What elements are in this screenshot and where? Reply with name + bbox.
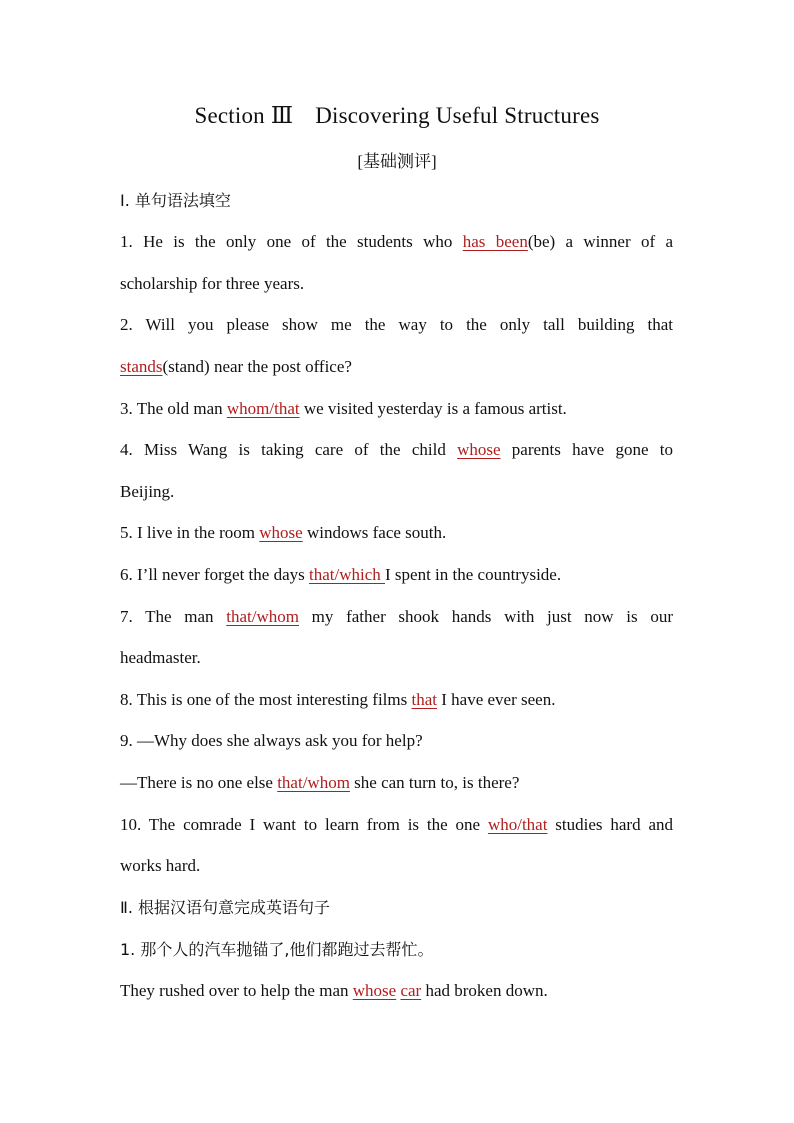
p2q1-answer-2: car: [400, 981, 422, 1000]
q4-line2: Beijing.: [120, 482, 175, 501]
page-title: [0, 103, 794, 129]
q2-answer: stands: [120, 357, 163, 376]
q1-line1: 1. He is the only one of the students who has been(be) a winner of a: [120, 232, 673, 251]
q10-line1: 10. The comrade I want to learn from is the one who/that studies hard and: [120, 815, 673, 834]
q2-line1: 2. Will you please show me the way to the only tall building that: [120, 315, 673, 334]
q10-answer: who/that: [487, 815, 548, 834]
q7-answer: that/whom: [226, 607, 299, 626]
q2-line2: stands(stand) near the post office?: [120, 357, 352, 376]
title-topic: Discovering Useful Structures: [315, 103, 600, 128]
q10-line2: works hard.: [120, 856, 201, 875]
q9-line1: 9. —Why does she always ask you for help?: [120, 731, 423, 750]
q6-line: 6. I’ll never forget the days that/which I spent in the countryside.: [120, 565, 562, 584]
q7-line2: headmaster.: [120, 648, 201, 667]
q9-answer: that/whom: [277, 773, 350, 792]
p2q1-chinese: 1. 那个人的汽车抛锚了,他们都跑过去帮忙。: [120, 940, 434, 959]
q4-answer: whose: [457, 440, 501, 459]
q5-line: 5. I live in the room whose windows face south.: [120, 523, 447, 542]
q3-answer: whom/that: [226, 399, 300, 418]
q1-line2: scholarship for three years.: [120, 274, 305, 293]
page-subtitle: [基础测评]: [357, 152, 437, 171]
q4-line1: 4. Miss Wang is taking care of the child whose parents have gone to: [120, 440, 673, 459]
part1-heading: Ⅰ. 单句语法填空: [120, 191, 231, 210]
q3-line: 3. The old man whom/that we visited yesterday is a famous artist.: [120, 399, 567, 418]
title-section: Section Ⅲ: [194, 103, 294, 128]
p2q1-english: They rushed over to help the man whose car had broken down.: [120, 981, 548, 1000]
q6-answer: that/which: [308, 565, 385, 584]
q8-answer: that: [411, 690, 437, 709]
q1-answer: has been: [462, 232, 528, 251]
part2-heading: Ⅱ. 根据汉语句意完成英语句子: [120, 898, 331, 917]
q9-line2: —There is no one else that/whom she can turn to, is there?: [120, 773, 520, 792]
q8-line: 8. This is one of the most interesting films that I have ever seen.: [120, 690, 556, 709]
p2q1-answer-1: whose: [352, 981, 397, 1000]
q5-answer: whose: [259, 523, 303, 542]
q7-line1: 7. The man that/whom my father shook hands with just now is our: [120, 607, 673, 626]
